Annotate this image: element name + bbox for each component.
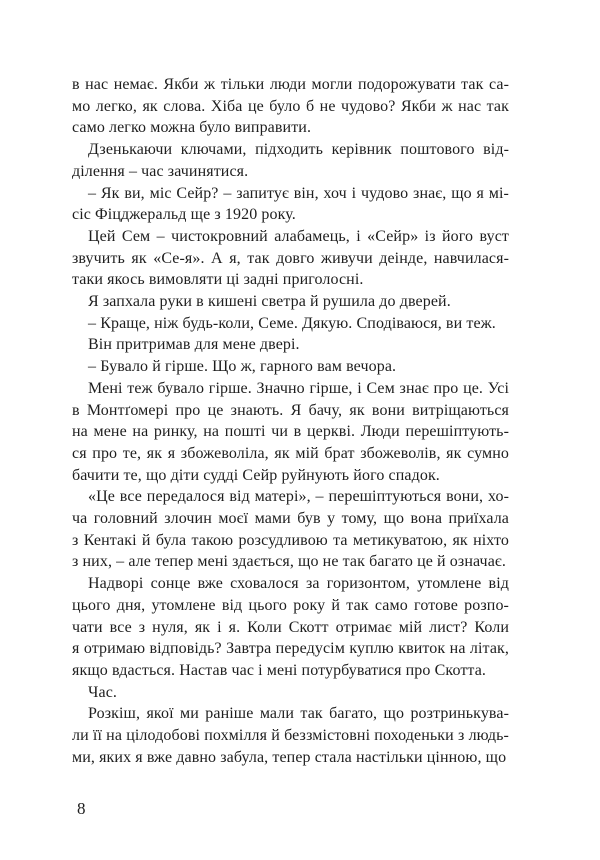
paragraph xyxy=(72,74,509,139)
text-line: ли її на цілодобові похмілля й беззмістовні походеньки з людь- xyxy=(72,727,509,745)
text-line: чати все з нуля, як і я. Коли Скотт отримає мій лист? Коли xyxy=(72,618,509,636)
text-line: Час. xyxy=(88,683,118,701)
text-line: Розкіш, якої ми раніше мали так багато, що розтринькува- xyxy=(88,705,509,723)
paragraph xyxy=(72,573,509,682)
page-number: 8 xyxy=(77,799,86,818)
paragraph xyxy=(72,226,509,291)
text-line: «Це все передалося від матері», – перешіптуються вони, хо- xyxy=(88,488,509,506)
text-line: з них, – але тепер мені здається, що не так багато це й означає. xyxy=(72,553,506,571)
text-line: само легко можна було виправити. xyxy=(72,119,312,137)
text-line: бачити те, що діти судді Сейр руйнують його спадок. xyxy=(72,466,440,484)
text-line: якщо вдасться. Настав час і мені потурбуватися про Скотта. xyxy=(72,661,487,679)
text-line: Дзенькаючи ключами, підходить керівник поштового від- xyxy=(88,141,509,159)
text-line: ми, яких я вже давно забула, тепер стала настільки цінною, що xyxy=(72,748,507,766)
text-line: цього дня, утомлене від цього року й так само готове розпо- xyxy=(72,596,509,614)
text-line: на мене на ринку, на пошті чи в церкві. Люди перешіптують- xyxy=(72,423,509,441)
paragraph xyxy=(72,139,509,182)
paragraph xyxy=(72,703,509,768)
text-line: Я запхала руки в кишені светра й рушила до дверей. xyxy=(88,293,451,311)
text-line: ділення – час зачинятися. xyxy=(72,162,249,180)
paragraph xyxy=(72,313,509,335)
text-line: в Монтґомері про це знають. Я бачу, як вони витріщаються xyxy=(72,401,509,419)
paragraph xyxy=(72,291,509,313)
page-text xyxy=(72,74,509,769)
text-line: – Як ви, міс Сейр? – запитує він, хоч і чудово знає, що я мі- xyxy=(88,184,509,202)
text-line: ся про те, як я збожеволіла, як мій брат збожеволів, як сумно xyxy=(72,444,509,462)
text-line: я отримаю відповідь? Завтра передусім куплю квиток на літак, xyxy=(72,640,509,658)
text-line: таки якось вимовляти ці задні приголосні. xyxy=(72,271,364,289)
paragraph xyxy=(72,486,509,573)
text-line: Він притримав для мене двері. xyxy=(88,336,300,354)
paragraph xyxy=(72,378,509,487)
text-line: Надворі сонце вже сховалося за горизонтом, утомлене від xyxy=(88,575,509,593)
text-line: Цей Сем – чистокровний алабамець, і «Сейр» із його вуст xyxy=(88,227,509,245)
paragraph xyxy=(72,183,509,226)
text-line: Мені теж бувало гірше. Значно гірше, і Сем знає про це. Усі xyxy=(88,379,509,397)
text-line: ча головний злочин моєї мами був у тому, що вона приїхала xyxy=(72,510,509,528)
text-line: в нас немає. Якби ж тільки люди могли подорожувати так са- xyxy=(72,76,509,93)
text-line: мо легко, як слова. Хіба це було б не чудово? Якби ж нас так xyxy=(72,97,509,115)
text-line: з Кентакі й була такою розсудливою та метикуватою, як ніхто xyxy=(72,531,509,549)
paragraph xyxy=(72,334,509,356)
paragraph xyxy=(72,356,509,378)
paragraph xyxy=(72,682,509,704)
text-line: – Краще, ніж будь-коли, Семе. Дякую. Сподіваюся, ви теж. xyxy=(88,314,496,332)
text-line: – Бувало й гірше. Що ж, гарного вам вечора. xyxy=(88,358,397,376)
text-line: сіс Фіцджеральд ще з 1920 року. xyxy=(72,206,296,224)
text-line: звучить як «Се-я». А я, так довго живучи деінде, навчилася- xyxy=(72,249,509,267)
